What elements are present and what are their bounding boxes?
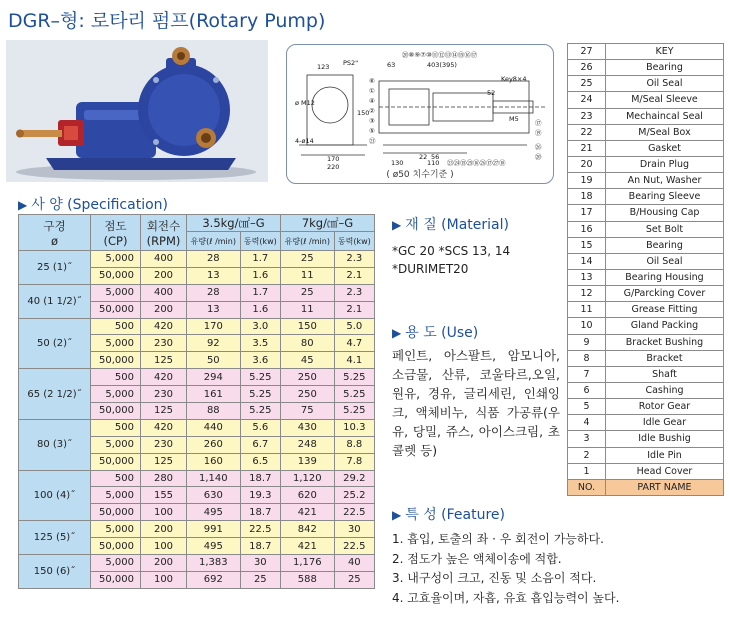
technical-drawing <box>286 44 554 184</box>
pump-photo <box>6 40 268 182</box>
cell-cp: 5,000 <box>91 284 141 301</box>
dim-110: 110 <box>427 159 440 167</box>
cell-p2: 5.0 <box>334 318 374 335</box>
part-number: 3 <box>568 431 606 447</box>
dim-123: 123 <box>317 63 330 71</box>
cell-p1: 1.7 <box>240 251 280 268</box>
cell-f1: 28 <box>187 251 241 268</box>
cell-f2: 139 <box>280 453 334 470</box>
cell-p1: 5.25 <box>240 386 280 403</box>
feature-item: 4. 고효율이며, 자흡, 유효 흡입능력이 높다. <box>392 590 620 605</box>
dim-403: 403(395) <box>427 61 457 69</box>
dim-hole: 4-ø14 <box>295 137 314 145</box>
part-number: 16 <box>568 221 606 237</box>
size-cell: 50 (2)˝ <box>19 318 91 369</box>
cell-p1: 5.25 <box>240 369 280 386</box>
cell-cp: 5,000 <box>91 521 141 538</box>
cell-cp: 500 <box>91 369 141 386</box>
cell-rpm: 200 <box>141 267 187 284</box>
part-name: Gland Packing <box>606 318 724 334</box>
parts-row <box>568 44 724 60</box>
triangle-icon: ▶ <box>392 218 402 232</box>
material-heading: ▶ 재 질 (Material) <box>392 217 509 233</box>
part-number: 18 <box>568 189 606 205</box>
cell-p2: 30 <box>334 521 374 538</box>
cell-p1: 5.25 <box>240 403 280 420</box>
cell-f2: 80 <box>280 335 334 352</box>
cell-cp: 50,000 <box>91 571 141 588</box>
part-number: 11 <box>568 302 606 318</box>
part-number: 5 <box>568 399 606 415</box>
dim-key: Key8×4 <box>501 75 527 83</box>
cell-p2: 4.7 <box>334 335 374 352</box>
callout-21: ㉑ <box>369 137 376 145</box>
use-text: 페인트, 아스팔트, 암모니아, 소금물, 산류, 코울타르,오일, 원유, 경유, 글리세린, 인쇄잉크, 액체비누, 식품 가공류(우유, 당밀, 쥬스, 아이스크림, 초콜렛 등) <box>392 348 560 458</box>
part-name: Idle Pin <box>606 447 724 463</box>
cell-cp: 5,000 <box>91 487 141 504</box>
part-number: 12 <box>568 286 606 302</box>
dim-m12: ø M12 <box>295 99 315 107</box>
dim-63: 63 <box>387 61 396 69</box>
part-number: 15 <box>568 237 606 253</box>
cell-f1: 28 <box>187 284 241 301</box>
callout-6: ⑥ <box>369 77 375 85</box>
size-cell: 150 (6)˝ <box>19 555 91 589</box>
cell-p1: 25 <box>240 571 280 588</box>
sub-flow-1: 유량(ℓ /min) <box>187 232 241 251</box>
part-number: 26 <box>568 60 606 76</box>
feature-list <box>392 530 619 608</box>
parts-row <box>568 318 724 334</box>
cell-cp: 50,000 <box>91 352 141 369</box>
part-name: KEY <box>606 44 724 60</box>
cell-p2: 10.3 <box>334 419 374 436</box>
cell-f2: 45 <box>280 352 334 369</box>
callout-19: ⑲ <box>535 129 542 137</box>
cell-f2: 421 <box>280 538 334 555</box>
part-number: 21 <box>568 140 606 156</box>
col-size-header: 구경 ø <box>19 215 91 251</box>
parts-row <box>568 140 724 156</box>
part-number: 10 <box>568 318 606 334</box>
spec-table <box>18 214 375 589</box>
cell-p1: 3.0 <box>240 318 280 335</box>
table-row <box>19 470 375 487</box>
parts-row <box>568 366 724 382</box>
parts-row <box>568 253 724 269</box>
callout-2: ② <box>369 107 375 115</box>
sub-power-2: 동력(kw) <box>334 232 374 251</box>
dim-130: 130 <box>391 159 404 167</box>
size-cell: 40 (1 1/2)˝ <box>19 284 91 318</box>
dim-56: 56 <box>431 153 440 161</box>
cell-p2: 22.5 <box>334 538 374 555</box>
parts-row <box>568 189 724 205</box>
part-number: 27 <box>568 44 606 60</box>
part-name: M/Seal Box <box>606 124 724 140</box>
part-number: 20 <box>568 156 606 172</box>
cell-f1: 630 <box>187 487 241 504</box>
cell-f1: 1,383 <box>187 555 241 572</box>
cell-f1: 88 <box>187 403 241 420</box>
part-name: Rotor Gear <box>606 399 724 415</box>
part-name: Cashing <box>606 382 724 398</box>
cell-rpm: 155 <box>141 487 187 504</box>
dim-150: 150 <box>357 109 370 117</box>
cell-p1: 30 <box>240 555 280 572</box>
part-name: Shaft <box>606 366 724 382</box>
cell-f1: 692 <box>187 571 241 588</box>
spec-heading: ▶ 사 양 (Specification) <box>18 197 168 213</box>
cell-p2: 5.25 <box>334 403 374 420</box>
cell-f2: 1,176 <box>280 555 334 572</box>
table-row <box>19 555 375 572</box>
part-number: 14 <box>568 253 606 269</box>
cell-p2: 40 <box>334 555 374 572</box>
cell-cp: 500 <box>91 419 141 436</box>
cell-f2: 11 <box>280 267 334 284</box>
col-p2-header: 7kg/㎠–G <box>280 215 374 232</box>
part-number: 8 <box>568 350 606 366</box>
cell-rpm: 230 <box>141 386 187 403</box>
cell-f2: 75 <box>280 403 334 420</box>
cell-p1: 6.5 <box>240 453 280 470</box>
part-name: Idle Gear <box>606 415 724 431</box>
cell-cp: 5,000 <box>91 386 141 403</box>
parts-table <box>567 43 724 496</box>
cell-f2: 588 <box>280 571 334 588</box>
cell-rpm: 100 <box>141 504 187 521</box>
drawing-caption: ( ø50 치수기준 ) <box>386 170 454 180</box>
cell-p2: 5.25 <box>334 369 374 386</box>
size-cell: 100 (4)˝ <box>19 470 91 521</box>
part-name: An Nut, Washer <box>606 173 724 189</box>
cell-cp: 5,000 <box>91 555 141 572</box>
parts-row <box>568 334 724 350</box>
cell-f2: 11 <box>280 301 334 318</box>
size-cell: 25 (1)˝ <box>19 251 91 285</box>
cell-p2: 25 <box>334 571 374 588</box>
part-number: 1 <box>568 463 606 479</box>
cell-cp: 500 <box>91 470 141 487</box>
sub-flow-2: 유량(ℓ /min) <box>280 232 334 251</box>
cell-rpm: 100 <box>141 571 187 588</box>
cell-rpm: 125 <box>141 453 187 470</box>
cell-rpm: 280 <box>141 470 187 487</box>
cell-p1: 1.6 <box>240 301 280 318</box>
cell-rpm: 200 <box>141 301 187 318</box>
cell-f1: 13 <box>187 267 241 284</box>
cell-p1: 18.7 <box>240 470 280 487</box>
part-number: 13 <box>568 269 606 285</box>
cell-p1: 1.6 <box>240 267 280 284</box>
cell-f1: 160 <box>187 453 241 470</box>
dim-m5: M5 <box>509 115 519 123</box>
size-cell: 65 (2 1/2)˝ <box>19 369 91 420</box>
parts-row <box>568 269 724 285</box>
feature-item: 3. 내구성이 크고, 진동 및 소음이 적다. <box>392 571 597 585</box>
cell-f1: 495 <box>187 538 241 555</box>
parts-row <box>568 173 724 189</box>
cell-f2: 842 <box>280 521 334 538</box>
feature-heading: ▶ 특 성 (Feature) <box>392 507 506 523</box>
parts-row <box>568 431 724 447</box>
parts-row <box>568 92 724 108</box>
part-name: Bearing Sleeve <box>606 189 724 205</box>
cell-p2: 2.1 <box>334 301 374 318</box>
part-number: 9 <box>568 334 606 350</box>
part-name: Oil Seal <box>606 253 724 269</box>
cell-p1: 5.6 <box>240 419 280 436</box>
part-name: M/Seal Sleeve <box>606 92 724 108</box>
part-name: Gasket <box>606 140 724 156</box>
callout-17: ⑰ <box>535 119 542 127</box>
parts-header-name: PART NAME <box>606 479 724 495</box>
cell-cp: 500 <box>91 318 141 335</box>
parts-row <box>568 76 724 92</box>
part-name: Grease Fitting <box>606 302 724 318</box>
cell-rpm: 200 <box>141 521 187 538</box>
cell-f2: 620 <box>280 487 334 504</box>
parts-row <box>568 124 724 140</box>
cell-f2: 1,120 <box>280 470 334 487</box>
parts-row <box>568 286 724 302</box>
callout-1: ① <box>369 87 375 95</box>
cell-f2: 250 <box>280 369 334 386</box>
dim-170: 170 <box>327 155 340 163</box>
size-cell: 125 (5)˝ <box>19 521 91 555</box>
cell-cp: 50,000 <box>91 403 141 420</box>
parts-row <box>568 415 724 431</box>
parts-row <box>568 156 724 172</box>
part-name: B/Housing Cap <box>606 205 724 221</box>
cell-rpm: 420 <box>141 419 187 436</box>
part-number: 19 <box>568 173 606 189</box>
cell-p1: 3.5 <box>240 335 280 352</box>
cell-f1: 294 <box>187 369 241 386</box>
cell-p2: 4.1 <box>334 352 374 369</box>
cell-cp: 5,000 <box>91 436 141 453</box>
callout-26: ㉖ <box>535 143 542 151</box>
cell-p2: 2.3 <box>334 251 374 268</box>
cell-f1: 13 <box>187 301 241 318</box>
size-cell: 80 (3)˝ <box>19 419 91 470</box>
cell-cp: 5,000 <box>91 335 141 352</box>
parts-row <box>568 108 724 124</box>
part-number: 2 <box>568 447 606 463</box>
cell-p2: 22.5 <box>334 504 374 521</box>
dim-22: 22 <box>419 153 428 161</box>
table-row <box>19 419 375 436</box>
part-name: Bearing Housing <box>606 269 724 285</box>
cell-f1: 50 <box>187 352 241 369</box>
cell-rpm: 230 <box>141 335 187 352</box>
part-number: 22 <box>568 124 606 140</box>
part-number: 25 <box>568 76 606 92</box>
part-number: 24 <box>568 92 606 108</box>
cell-f1: 92 <box>187 335 241 352</box>
parts-row <box>568 237 724 253</box>
part-name: Oil Seal <box>606 76 724 92</box>
table-row <box>19 521 375 538</box>
parts-row <box>568 205 724 221</box>
parts-header-row <box>568 479 724 495</box>
cell-p2: 29.2 <box>334 470 374 487</box>
parts-header-no: NO. <box>568 479 606 495</box>
part-name: Head Cover <box>606 463 724 479</box>
cell-p1: 3.6 <box>240 352 280 369</box>
cell-cp: 5,000 <box>91 251 141 268</box>
cell-f1: 1,140 <box>187 470 241 487</box>
part-name: Bracket <box>606 350 724 366</box>
part-name: Idle Bushig <box>606 431 724 447</box>
part-name: Drain Plug <box>606 156 724 172</box>
part-name: Bearing <box>606 237 724 253</box>
cell-rpm: 400 <box>141 251 187 268</box>
col-rpm-header: 회전수 (RPM) <box>141 215 187 251</box>
cell-p1: 1.7 <box>240 284 280 301</box>
cell-rpm: 125 <box>141 352 187 369</box>
part-number: 7 <box>568 366 606 382</box>
part-number: 17 <box>568 205 606 221</box>
triangle-icon: ▶ <box>18 198 28 212</box>
cell-cp: 50,000 <box>91 301 141 318</box>
cell-rpm: 200 <box>141 555 187 572</box>
cell-cp: 50,000 <box>91 267 141 284</box>
parts-row <box>568 60 724 76</box>
cell-p1: 18.7 <box>240 538 280 555</box>
part-name: Mechaincal Seal <box>606 108 724 124</box>
table-row <box>19 318 375 335</box>
callout-20: ⑳ <box>535 153 542 161</box>
parts-row <box>568 447 724 463</box>
cell-f2: 248 <box>280 436 334 453</box>
cell-p1: 6.7 <box>240 436 280 453</box>
part-name: Set Bolt <box>606 221 724 237</box>
feature-item: 1. 흡입, 토출의 좌 · 우 회전이 가능하다. <box>392 532 604 546</box>
cell-f1: 161 <box>187 386 241 403</box>
triangle-icon: ▶ <box>392 326 402 340</box>
feature-item: 2. 점도가 높은 액체이송에 적합. <box>392 551 562 566</box>
cell-p2: 2.3 <box>334 284 374 301</box>
parts-row <box>568 399 724 415</box>
cell-f2: 25 <box>280 251 334 268</box>
material-text: *GC 20 *SCS 13, 14 *DURIMET20 <box>392 244 511 276</box>
col-visc-header: 점도 (CP) <box>91 215 141 251</box>
parts-row <box>568 463 724 479</box>
callout-3: ③ <box>369 117 375 125</box>
cell-p2: 2.1 <box>334 267 374 284</box>
cell-rpm: 100 <box>141 538 187 555</box>
part-name: Bracket Bushing <box>606 334 724 350</box>
callouts-bottom: ㉓㉔⑮㉕⑯㉖⑰㉗⑱ <box>447 159 506 167</box>
parts-row <box>568 302 724 318</box>
cell-f2: 421 <box>280 504 334 521</box>
part-name: G/Parcking Cover <box>606 286 724 302</box>
dim-220: 220 <box>327 163 340 171</box>
dim-ps2: PS2" <box>343 59 359 67</box>
cell-p1: 19.3 <box>240 487 280 504</box>
cell-f1: 495 <box>187 504 241 521</box>
cell-f1: 440 <box>187 419 241 436</box>
callout-5: ⑤ <box>369 127 375 135</box>
cell-p1: 18.7 <box>240 504 280 521</box>
cell-p2: 7.8 <box>334 453 374 470</box>
part-number: 4 <box>568 415 606 431</box>
parts-row <box>568 382 724 398</box>
part-name: Bearing <box>606 60 724 76</box>
part-number: 6 <box>568 382 606 398</box>
cell-cp: 50,000 <box>91 504 141 521</box>
dim-52: 52 <box>487 89 496 97</box>
cell-f1: 260 <box>187 436 241 453</box>
parts-row <box>568 221 724 237</box>
cross-section-drawing <box>287 45 554 171</box>
cell-p2: 5.25 <box>334 386 374 403</box>
cell-f2: 25 <box>280 284 334 301</box>
cell-rpm: 400 <box>141 284 187 301</box>
cell-cp: 50,000 <box>91 538 141 555</box>
cell-f2: 150 <box>280 318 334 335</box>
cell-rpm: 420 <box>141 318 187 335</box>
part-number: 23 <box>568 108 606 124</box>
cell-f1: 170 <box>187 318 241 335</box>
cell-p2: 25.2 <box>334 487 374 504</box>
cell-f1: 991 <box>187 521 241 538</box>
callout-4: ④ <box>369 97 375 105</box>
cell-p1: 22.5 <box>240 521 280 538</box>
cell-p2: 8.8 <box>334 436 374 453</box>
table-row <box>19 369 375 386</box>
use-heading: ▶ 용 도 (Use) <box>392 325 479 341</box>
cell-cp: 50,000 <box>91 453 141 470</box>
cell-rpm: 420 <box>141 369 187 386</box>
sub-power-1: 동력(kw) <box>240 232 280 251</box>
col-p1-header: 3.5kg/㎠–G <box>187 215 281 232</box>
cell-rpm: 230 <box>141 436 187 453</box>
table-row <box>19 251 375 268</box>
pump-illustration <box>6 40 268 182</box>
table-row <box>19 284 375 301</box>
triangle-icon: ▶ <box>392 508 402 522</box>
cell-f2: 250 <box>280 386 334 403</box>
cell-f2: 430 <box>280 419 334 436</box>
page-title: DGR–형: 로타리 펌프(Rotary Pump) <box>8 10 326 32</box>
parts-row <box>568 350 724 366</box>
cell-rpm: 125 <box>141 403 187 420</box>
callouts-top: ⑳⑧⑨⑦⑩⑪⑫⑬⑭⑮⑯⑰ <box>402 51 478 59</box>
